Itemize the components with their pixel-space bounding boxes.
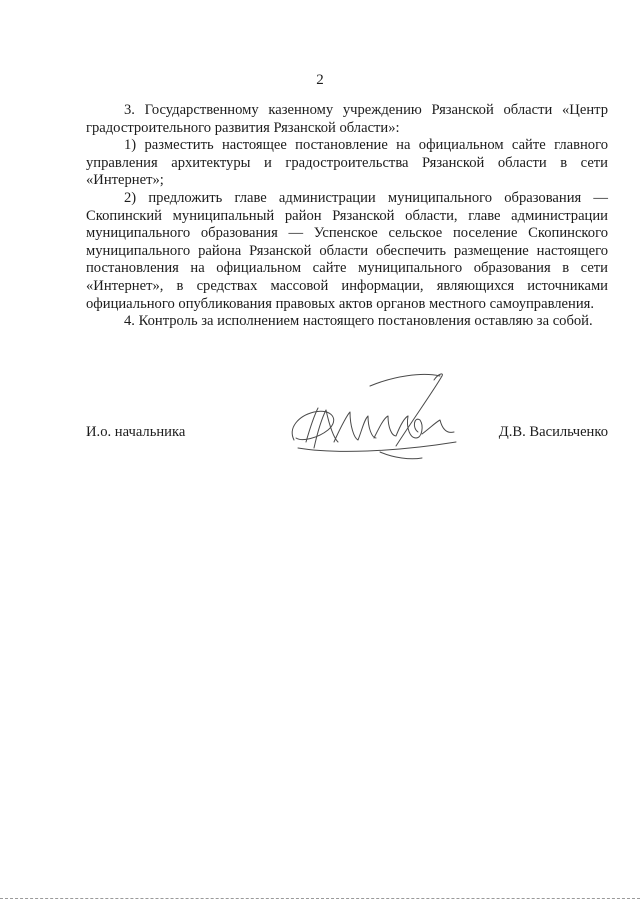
- paragraph-subitem-1: 1) разместить настоящее постановление на официальном сайте главного управления архитектуры и градостроительства Рязанской области в сети «Интернет»;: [86, 137, 608, 189]
- page-number: 2: [316, 72, 324, 88]
- signatory-name: Д.В. Васильченко: [498, 424, 608, 440]
- paragraph-item-4: 4. Контроль за исполнением настоящего постановления оставляю за собой.: [124, 313, 593, 330]
- handwritten-signature: [284, 368, 474, 468]
- bottom-scan-edge: [0, 898, 640, 899]
- document-body: [86, 102, 608, 331]
- signatory-title: И.о. начальника: [86, 424, 186, 440]
- signature-row: [86, 424, 608, 448]
- paragraph-subitem-2: 2) предложить главе администрации муниципального образования — Скопинский муниципальный район Рязанской области, главе администрации муниципального образования — Успенское сельское поселение Скопинского муниципального района Рязанской области обеспечить размещение настоящего постановления на официальном сайте муниципального образования в сети «Интернет», в средствах массовой информации, являющихся источниками официального опубликования правовых актов органов местного самоуправления.: [86, 189, 608, 312]
- paragraph-item-3: 3. Государственному казенному учреждению Рязанской области «Центр градостроительного развития Рязанской области»:: [86, 102, 608, 136]
